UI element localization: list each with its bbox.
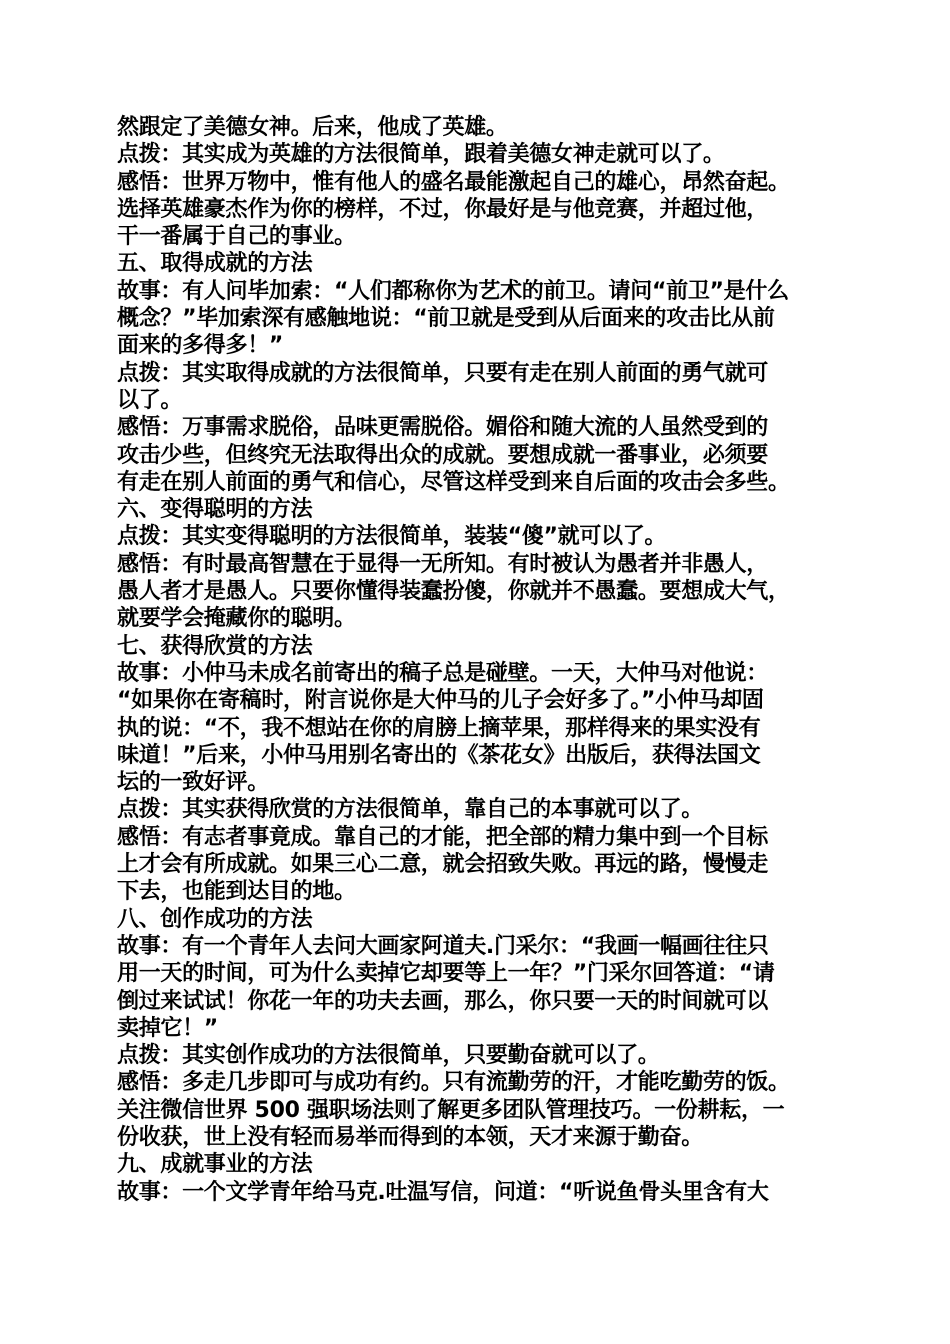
text-line: 面来的多得多！” — [117, 333, 284, 359]
text-line: 下去，也能到达目的地。 — [117, 879, 356, 905]
text-line: 故事：小仲马未成名前寄出的稿子总是碰壁。一天，大仲马对他说： — [117, 660, 769, 686]
text-line: 就要学会掩藏你的聪明。 — [117, 606, 356, 632]
section-heading: 六、变得聪明的方法 — [117, 497, 313, 523]
text-line: 故事：有人问毕加索：“人们都称你为艺术的前卫。请问“前卫”是什么 — [117, 278, 789, 304]
text-line: 点拨：其实取得成就的方法很简单，只要有走在别人前面的勇气就可 — [117, 360, 769, 386]
text-line: 卖掉它！” — [117, 1015, 218, 1041]
section-heading: 八、创作成功的方法 — [117, 906, 313, 932]
text-line: 坛的一致好评。 — [117, 770, 269, 796]
text-line: 故事：有一个青年人去问大画家阿道夫.门采尔：“我画一幅画往往只 — [117, 933, 769, 959]
text-line: 点拨：其实变得聪明的方法很简单，装装“傻”就可以了。 — [117, 524, 667, 550]
text-line: 倒过来试试！你花一年的功夫去画，那么，你只要一天的时间就可以 — [117, 988, 769, 1014]
section-heading: 九、成就事业的方法 — [117, 1152, 313, 1178]
section-heading: 五、取得成就的方法 — [117, 251, 313, 277]
document-body — [117, 114, 845, 1206]
text-line: 选择英雄豪杰作为你的榜样，不过，你最好是与他竞赛，并超过他， — [117, 196, 769, 222]
text-line: 味道！”后来，小仲马用别名寄出的《茶花女》出版后，获得法国文 — [117, 742, 761, 768]
text-line: 攻击少些，但终究无法取得出众的成就。要想成就一番事业，必须要 — [117, 442, 769, 468]
text-line: 关注微信世界 500 强职场法则了解更多团队管理技巧。一份耕耘，一 — [117, 1097, 785, 1123]
text-line: 干一番属于自己的事业。 — [117, 224, 356, 250]
text-line: “如果你在寄稿时，附言说你是大仲马的儿子会好多了。”小仲马却固 — [117, 688, 764, 714]
text-line: 概念？”毕加索深有感触地说：“前卫就是受到从后面来的攻击比从前 — [117, 306, 775, 332]
text-line: 份收获，世上没有轻而易举而得到的本领，天才来源于勤奋。 — [117, 1124, 703, 1150]
text-line: 用一天的时间，可为什么卖掉它却要等上一年？”门采尔回答道：“请 — [117, 961, 775, 987]
text-line: 有走在别人前面的勇气和信心，尽管这样受到来自后面的攻击会多些。 — [117, 469, 790, 495]
text-line: 点拨：其实创作成功的方法很简单，只要勤奋就可以了。 — [117, 1043, 660, 1069]
section-heading: 七、获得欣赏的方法 — [117, 633, 313, 659]
text-line: 以了。 — [117, 387, 183, 413]
text-line: 上才会有所成就。如果三心二意，就会招致失败。再远的路，慢慢走 — [117, 852, 769, 878]
text-line: 然跟定了美德女神。后来，他成了英雄。 — [117, 115, 508, 140]
text-line: 感悟：万事需求脱俗，品味更需脱俗。媚俗和随大流的人虽然受到的 — [117, 415, 769, 441]
text-line: 故事：一个文学青年给马克.吐温写信，问道：“听说鱼骨头里含有大 — [117, 1179, 769, 1205]
text-line: 点拨：其实获得欣赏的方法很简单，靠自己的本事就可以了。 — [117, 797, 703, 823]
text-line: 点拨：其实成为英雄的方法很简单，跟着美德女神走就可以了。 — [117, 142, 725, 168]
text-line: 愚人者才是愚人。只要你懂得装蠢扮傻，你就并不愚蠢。要想成大气， — [117, 579, 790, 605]
text-line: 感悟：世界万物中，惟有他人的盛名最能激起自己的雄心，昂然奋起。 — [117, 169, 790, 195]
text-line: 感悟：多走几步即可与成功有约。只有流勤劳的汗，才能吃勤劳的饭。 — [117, 1070, 790, 1096]
text-line: 感悟：有时最高智慧在于显得一无所知。有时被认为愚者并非愚人， — [117, 551, 769, 577]
text-line: 感悟：有志者事竟成。靠自己的才能，把全部的精力集中到一个目标 — [117, 824, 769, 850]
text-line: 执的说：“不，我不想站在你的肩膀上摘苹果，那样得来的果实没有 — [117, 715, 761, 741]
